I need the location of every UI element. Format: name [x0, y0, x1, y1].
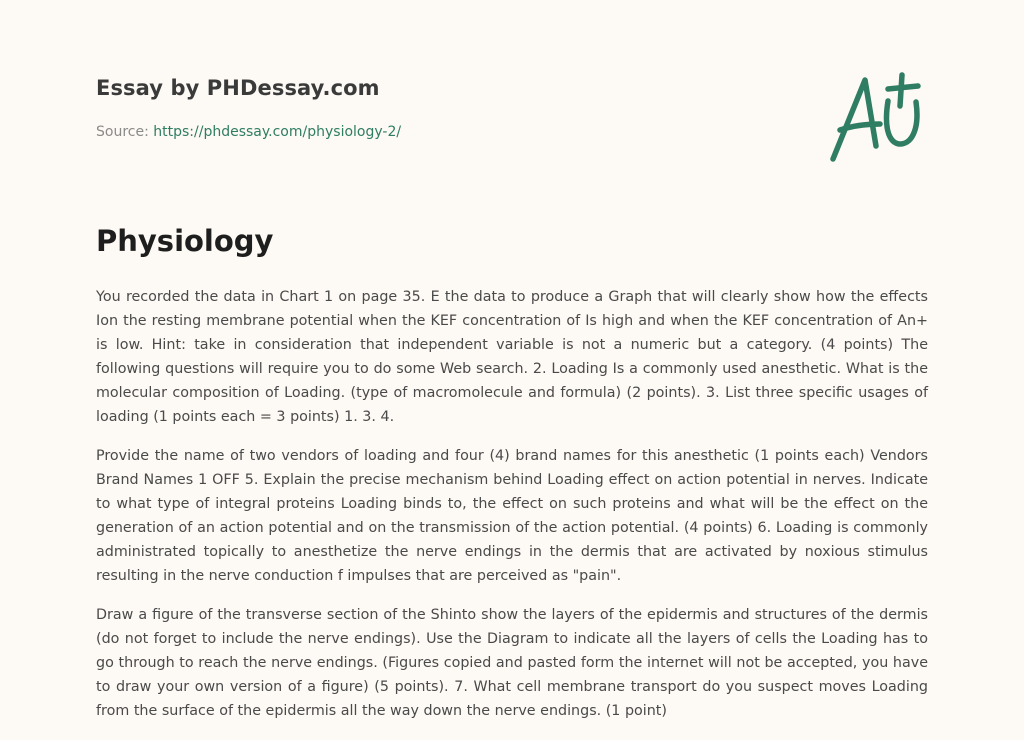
- source-link[interactable]: https://phdessay.com/physiology-2/: [153, 124, 402, 140]
- article-body: [96, 285, 928, 738]
- site-title: Essay by PHDessay.com: [96, 76, 380, 100]
- article-paragraph: You recorded the data in Chart 1 on page 35. E the data to produce a Graph that will clearly show how the effects Ion the resting membrane potential when the KEF concentration of Is high and when the KEF concentration of An+ is low. Hint: take in consideration that independent variable is not a numeric but a category. (4 points) The following questions will require you to do some Web search. 2. Loading Is a commonly used anesthetic. What is the molecular composition of Loading. (type of macromolecule and formula) (2 points). 3. List three specific usages of loading (1 points each = 3 points) 1. 3. 4.: [96, 289, 928, 425]
- source-label: Source:: [96, 124, 149, 140]
- article-paragraph: Draw a figure of the transverse section of the Shinto show the layers of the epidermis and structures of the dermis (do not forget to include the nerve endings). Use the Diagram to indicate all the layers of cells the Loading has to go through to reach the nerve endings. (Figures copied and pasted form the internet will not be accepted, you have to draw your own version of a figure) (5 points). 7. What cell membrane transport do you suspect moves Loading from the surface of the epidermis all the way down the nerve endings. (1 point): [96, 607, 928, 719]
- article-paragraph: Provide the name of two vendors of loading and four (4) brand names for this anesthetic (1 points each) Vendors Brand Names 1 OFF 5. Explain the precise mechanism behind Loading effect on action potential in nerves. Indicate to what type of integral proteins Loading binds to, the effect on such proteins and what will be the effect on the generation of an action potential and on the transmission of the action potential. (4 points) 6. Loading is commonly administrated topically to anesthetize the nerve endings in the dermis that are activated by noxious stimulus resulting in the nerve conduction f impulses that are perceived as "pain".: [96, 448, 928, 584]
- source-line: [96, 124, 401, 140]
- article-title: Physiology: [96, 224, 274, 258]
- a-plus-grade-icon: [828, 72, 928, 164]
- page-header: [96, 72, 928, 182]
